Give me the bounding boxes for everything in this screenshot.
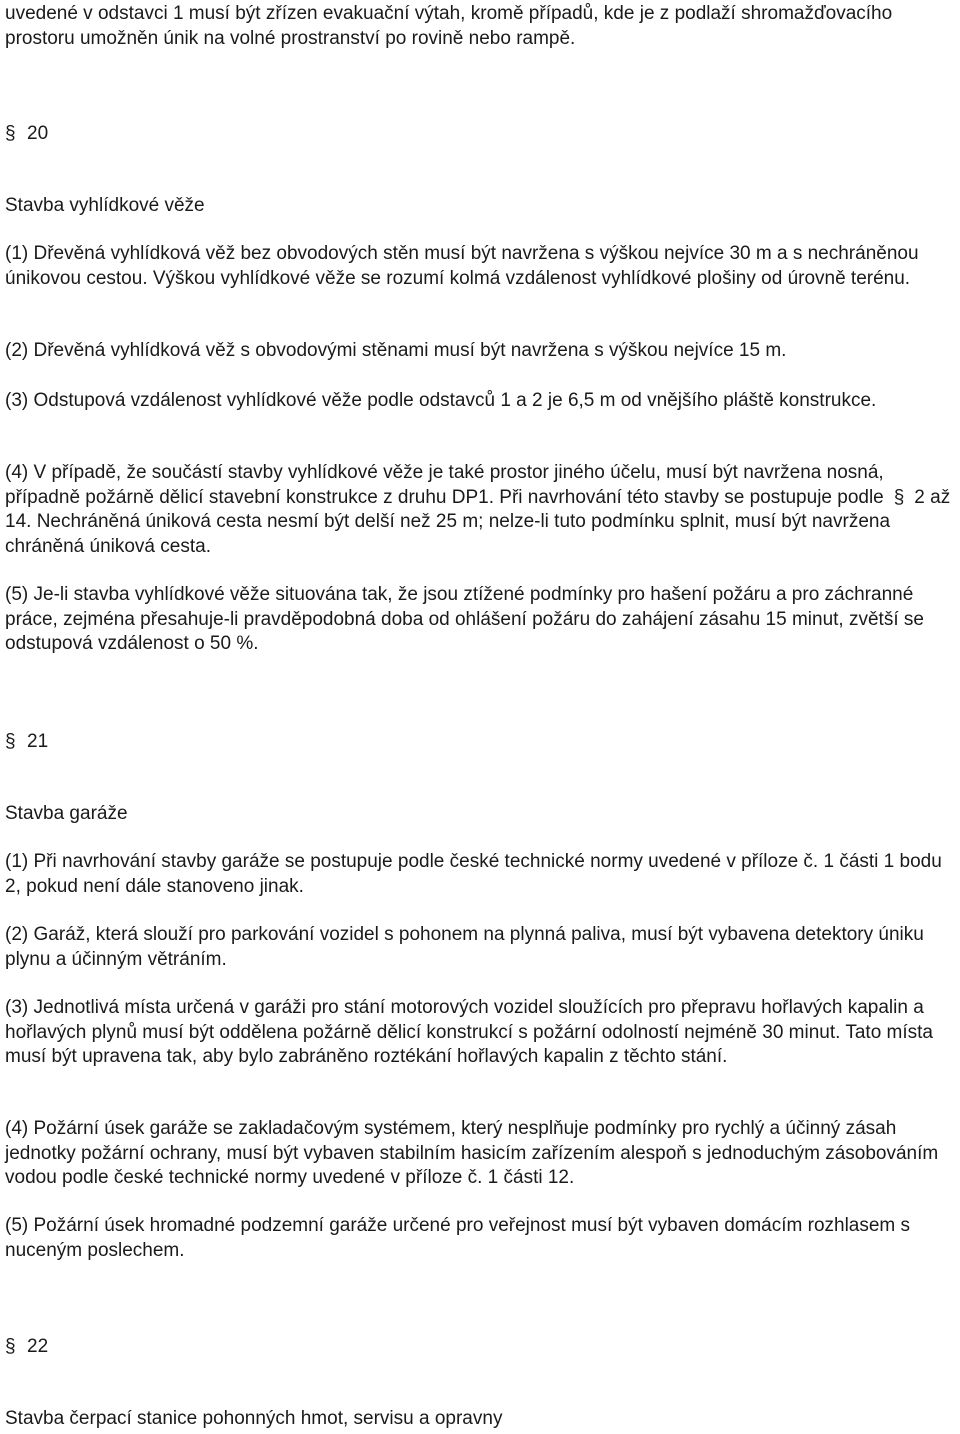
section-20-paragraph-4 [5, 461, 957, 559]
section-21-title: Stavba garáže [5, 803, 128, 824]
section-sign: § [5, 731, 16, 752]
section-21-paragraph-5: (5) Požární úsek hromadné podzemní garáže určené pro veřejnost musí být vybaven domácím rozhlasem s nuceným poslechem. [5, 1215, 911, 1261]
section-number: 20 [27, 123, 49, 144]
section-sign: § [5, 1336, 16, 1357]
section-22-title: Stavba čerpací stanice pohonných hmot, servisu a opravny [5, 1408, 503, 1429]
section-sign: § [5, 123, 16, 144]
section-21-paragraph-1: (1) Při navrhování stavby garáže se postupuje podle české technické normy uvedené v příloze č. 1 části 1 bodu 2, pokud není dále stanoveno jinak. [5, 851, 942, 897]
section-21-paragraph-4: (4) Požární úsek garáže se zakladačovým systémem, který nesplňuje podmínky pro rychlý a účinný zásah jednotky požární ochrany, musí být vybaven stabilním hasicím zařízením alespoň s jednoduchým zásobováním vodou podle české technické normy uvedené v příloze č. 1 části 12. [5, 1118, 939, 1188]
section-number: 21 [27, 731, 49, 752]
paragraph-text-part-2: 2 až 14. Nechráněná úniková cesta nesmí být delší než 25 m; nelze-li tuto podmínku splnit, musí být navržena chráněná úniková cesta. [5, 486, 951, 557]
section-21-paragraph-3: (3) Jednotlivá místa určená v garáži pro stání motorových vozidel sloužících pro přepravu hořlavých kapalin a hořlavých plynů musí být oddělena požárně dělicí konstrukcí s požární odolností nejméně 30 minut. Tato místa musí být upravena tak, aby bylo zabráněno roztékání hořlavých kapalin z těchto stání. [5, 997, 933, 1067]
section-21-paragraph-2: (2) Garáž, která slouží pro parkování vozidel s pohonem na plynná paliva, musí být vybavena detektory úniku plynu a účinným větráním. [5, 924, 924, 970]
section-20-paragraph-2: (2) Dřevěná vyhlídková věž s obvodovými stěnami musí být navržena s výškou nejvíce 15 m. [5, 340, 787, 361]
section-number: 22 [27, 1336, 49, 1357]
section-20-paragraph-3: (3) Odstupová vzdálenost vyhlídkové věže podle odstavců 1 a 2 je 6,5 m od vnějšího pláště konstrukce. [5, 390, 877, 411]
section-sign: § [893, 486, 905, 508]
section-20-paragraph-5: (5) Je-li stavba vyhlídkové věže situována tak, že jsou ztížené podmínky pro hašení požáru a pro záchranné práce, zejména přesahuje-li pravděpodobná doba od ohlášení požáru do zahájení zásahu 15 minut, zvětší se odstupová vzdálenost o 50 %. [5, 584, 924, 654]
section-21-heading [5, 730, 48, 754]
section-22-heading [5, 1335, 48, 1359]
paragraph-text-part-1: (4) V případě, že součástí stavby vyhlídkové věže je také prostor jiného účelu, musí být navržena nosná, případně požárně dělicí stavební konstrukce z druhu DP1. Při navrhování této stavby se postupuje podle [5, 462, 890, 508]
section-20-title: Stavba vyhlídkové věže [5, 195, 205, 216]
section-20-paragraph-1: (1) Dřevěná vyhlídková věž bez obvodových stěn musí být navržena s výškou nejvíce 30 m a s nechráněnou únikovou cestou. Výškou vyhlídkové věže se rozumí kolmá vzdálenost vyhlídkové plošiny od úrovně terénu. [5, 243, 919, 289]
section-20-heading [5, 122, 48, 146]
intro-paragraph: uvedené v odstavci 1 musí být zřízen evakuační výtah, kromě případů, kde je z podlaží shromažďovacího prostoru umožněn únik na volné prostranství po rovině nebo rampě. [5, 3, 893, 49]
